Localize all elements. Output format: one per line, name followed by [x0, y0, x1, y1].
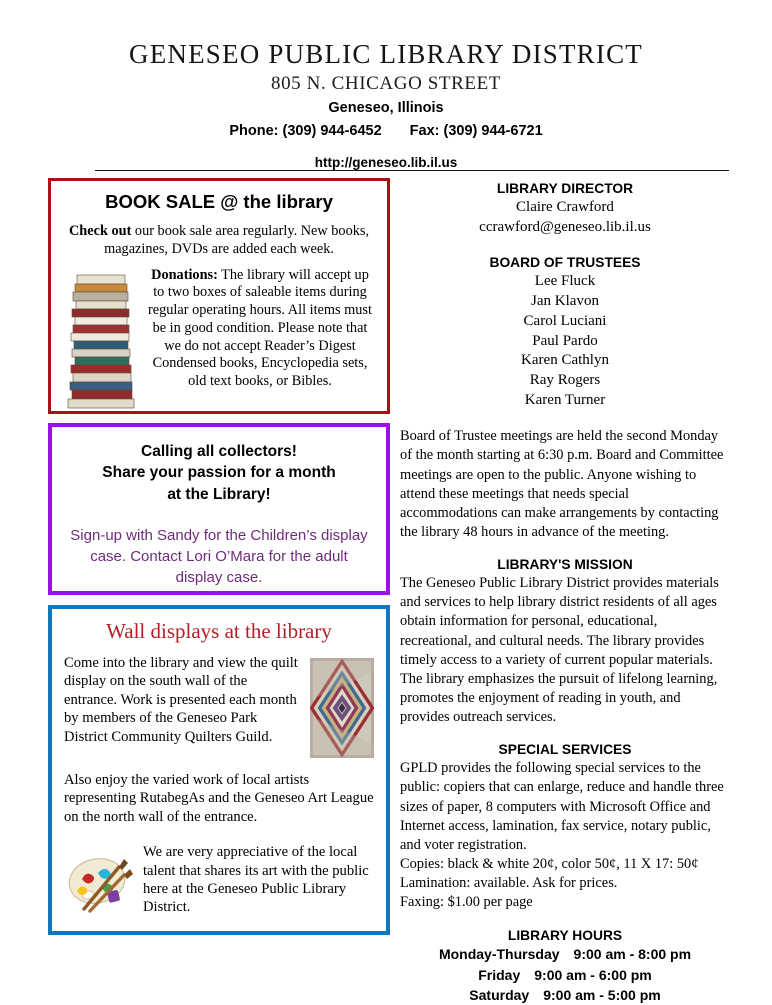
trustee-name: Paul Pardo [532, 332, 598, 349]
library-director-name: Claire Crawford [516, 198, 614, 215]
check-out-label: Check out [68, 223, 132, 239]
fax-number: Fax: (309) 944-6721 [409, 122, 543, 139]
collectors-heading-line-3: at the Library! [167, 485, 271, 503]
faxing-pricing: Faxing: $1.00 per page [400, 894, 533, 911]
lamination-pricing: Lamination: available. Ask for prices. [400, 875, 618, 892]
contact-numbers [0, 123, 772, 140]
collectors-signup-text: Sign-up with Sandy for the Children’s display case. Contact Lori O’Mara for the adult display case. [70, 527, 368, 587]
wall-displays-title: Wall displays at the library [106, 619, 332, 643]
collectors-heading-line-1: Calling all collectors! [141, 443, 297, 460]
left-column [48, 178, 390, 935]
trustee-name: Ray Rogers [529, 372, 601, 389]
website-url[interactable]: http://geneseo.lib.il.us [314, 155, 458, 171]
stack-of-books-photo [63, 269, 141, 409]
hours-row [400, 944, 730, 964]
artist-palette-icon [64, 839, 138, 913]
wall-displays-box [48, 605, 390, 935]
hours-time: 9:00 am - 5:00 pm [543, 987, 661, 1004]
wall-displays-paragraph-2: Also enjoy the varied work of local artists representing RutabegAs and the Geneseo Art League on the north wall of the entrance. [64, 772, 374, 825]
book-sale-title: BOOK SALE @ the library [105, 191, 333, 212]
phone-number: Phone: (309) 944-6452 [229, 122, 382, 139]
wall-displays-paragraph-1: Come into the library and view the quilt display on the south wall of the entrance. Work is presented each month by members of the Geneseo Park District Community Quilters Guild. [64, 655, 298, 745]
header-divider-rule [95, 170, 729, 171]
hours-days: Saturday [469, 987, 530, 1004]
book-sale-lead-rest: our book sale area regularly. New books, magazines, DVDs are added each week. [104, 223, 370, 257]
board-meetings-note: Board of Trustee meetings are held the second Monday of the month starting at 6:30 p.m. Board and Committee meetings are open to the public. Anyone wishing to attend these meetings that needs special accommodations can make arrangements by contacting the library 48 hours in advance of the meeting. [400, 428, 724, 541]
city-state: Geneseo, Illinois [328, 99, 444, 116]
library-mission-text: The Geneseo Public Library District provides materials and services to help library district residents of all ages obtain information for personal, educational, recreational, and cultural needs. The library provides timely access to a variety of current popular materials. The library emphasizes the pursuit of lifelong learning, promotes the enjoyment of reading in youth, and provides outreach services. [400, 575, 719, 726]
board-of-trustees-heading: BOARD OF TRUSTEES [489, 254, 641, 270]
page-header [0, 0, 772, 172]
collectors-heading [66, 441, 372, 505]
trustee-name: Carol Luciani [523, 312, 607, 329]
right-column [400, 180, 730, 1005]
donations-label: Donations: [151, 266, 218, 283]
donations-row [63, 267, 375, 409]
donations-body: The library will accept up to two boxes of saleable items during regular operating hours. All items must be in good condition. Please note that we do not accept Reader’s Digest Condensed books, Encyclopedia sets, old text books, or Bibles. [148, 266, 372, 390]
quilt-diamond-pattern-photo [310, 658, 374, 758]
trustee-name: Karen Turner [524, 392, 606, 409]
trustee-name: Karen Cathlyn [521, 352, 609, 369]
book-sale-box [48, 178, 390, 414]
copies-pricing: Copies: black & white 20¢, color 50¢, 11 X 17: 50¢ [400, 856, 699, 873]
donations-text [141, 267, 375, 391]
palette-row [64, 839, 374, 917]
hours-days: Friday [478, 966, 521, 983]
hours-time: 9:00 am - 6:00 pm [534, 966, 652, 983]
hours-time: 9:00 am - 8:00 pm [573, 946, 692, 963]
street-address: 805 N. CHICAGO STREET [270, 72, 502, 94]
hours-row [400, 985, 730, 1005]
hours-days: Monday-Thursday [438, 946, 560, 963]
collectors-heading-line-2: Share your passion for a month [102, 464, 336, 482]
hours-row [400, 965, 730, 985]
wall-quilt-row [64, 654, 374, 758]
special-services-text: GPLD provides the following special services to the public: copiers that can enlarge, reduce and handle three sizes of paper, 8 computers with Microsoft Office and Internet access, lamination, fax service, notary public, and voter registration. [400, 760, 724, 853]
wall-displays-paragraph-3: We are very appreciative of the local talent that shares its art with the public here at the Geneseo Public Library District. [143, 844, 369, 916]
library-director-email[interactable]: ccrawford@geneseo.lib.il.us [479, 218, 651, 235]
trustee-name: Jan Klavon [531, 292, 599, 309]
library-hours-heading: LIBRARY HOURS [507, 927, 623, 943]
library-mission-heading: LIBRARY'S MISSION [497, 557, 633, 573]
special-services-heading: SPECIAL SERVICES [498, 742, 632, 758]
book-sale-lead [63, 223, 375, 259]
trustee-name: Lee Fluck [534, 272, 596, 289]
library-director-heading: LIBRARY DIRECTOR [496, 181, 634, 196]
organization-title: GENESEO PUBLIC LIBRARY DISTRICT [129, 39, 643, 69]
collectors-box [48, 423, 390, 595]
